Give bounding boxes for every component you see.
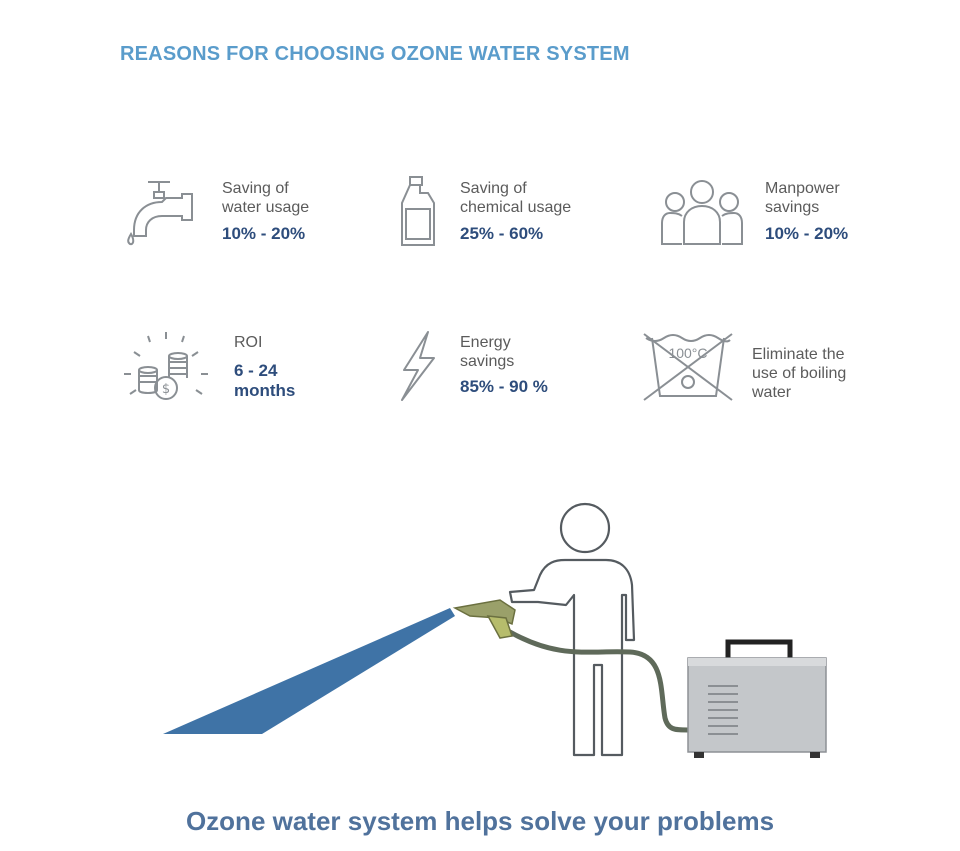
water-usage-value: 10% - 20% [222,224,306,243]
energy-label: Energy savings [460,334,515,370]
spray-gun [455,600,515,638]
chemical-usage-value: 25% - 60% [460,224,544,243]
svg-text:$: $ [161,382,171,397]
detergent-bottle-icon [398,175,440,249]
ozone-cleaning-illustration [0,490,960,785]
energy-value: 85% - 90 % [460,377,548,396]
roi-value: 6 - 24 months [234,361,296,400]
ozone-generator-machine [688,642,826,758]
no-boiling-icon [640,330,736,404]
water-usage-label: Saving of water usage [222,180,310,216]
person-figure [510,504,634,755]
boiling-water-label: Eliminate the use of boiling water [752,346,847,401]
caption-text: Ozone water system helps solve your problems [185,806,775,836]
water-spray [163,608,455,734]
chemical-usage-label: Saving of chemical usage [460,180,572,216]
boiling-temp-text: 100°C [668,345,708,361]
people-group-icon [660,178,744,248]
faucet-icon [122,176,208,250]
roi-label: ROI [234,334,263,351]
lightning-icon [398,330,438,402]
page-heading: REASONS FOR CHOOSING OZONE WATER SYSTEM [120,43,630,65]
money-coins-icon [120,330,212,406]
manpower-label: Manpower savings [765,180,840,216]
manpower-value: 10% - 20% [765,224,849,243]
